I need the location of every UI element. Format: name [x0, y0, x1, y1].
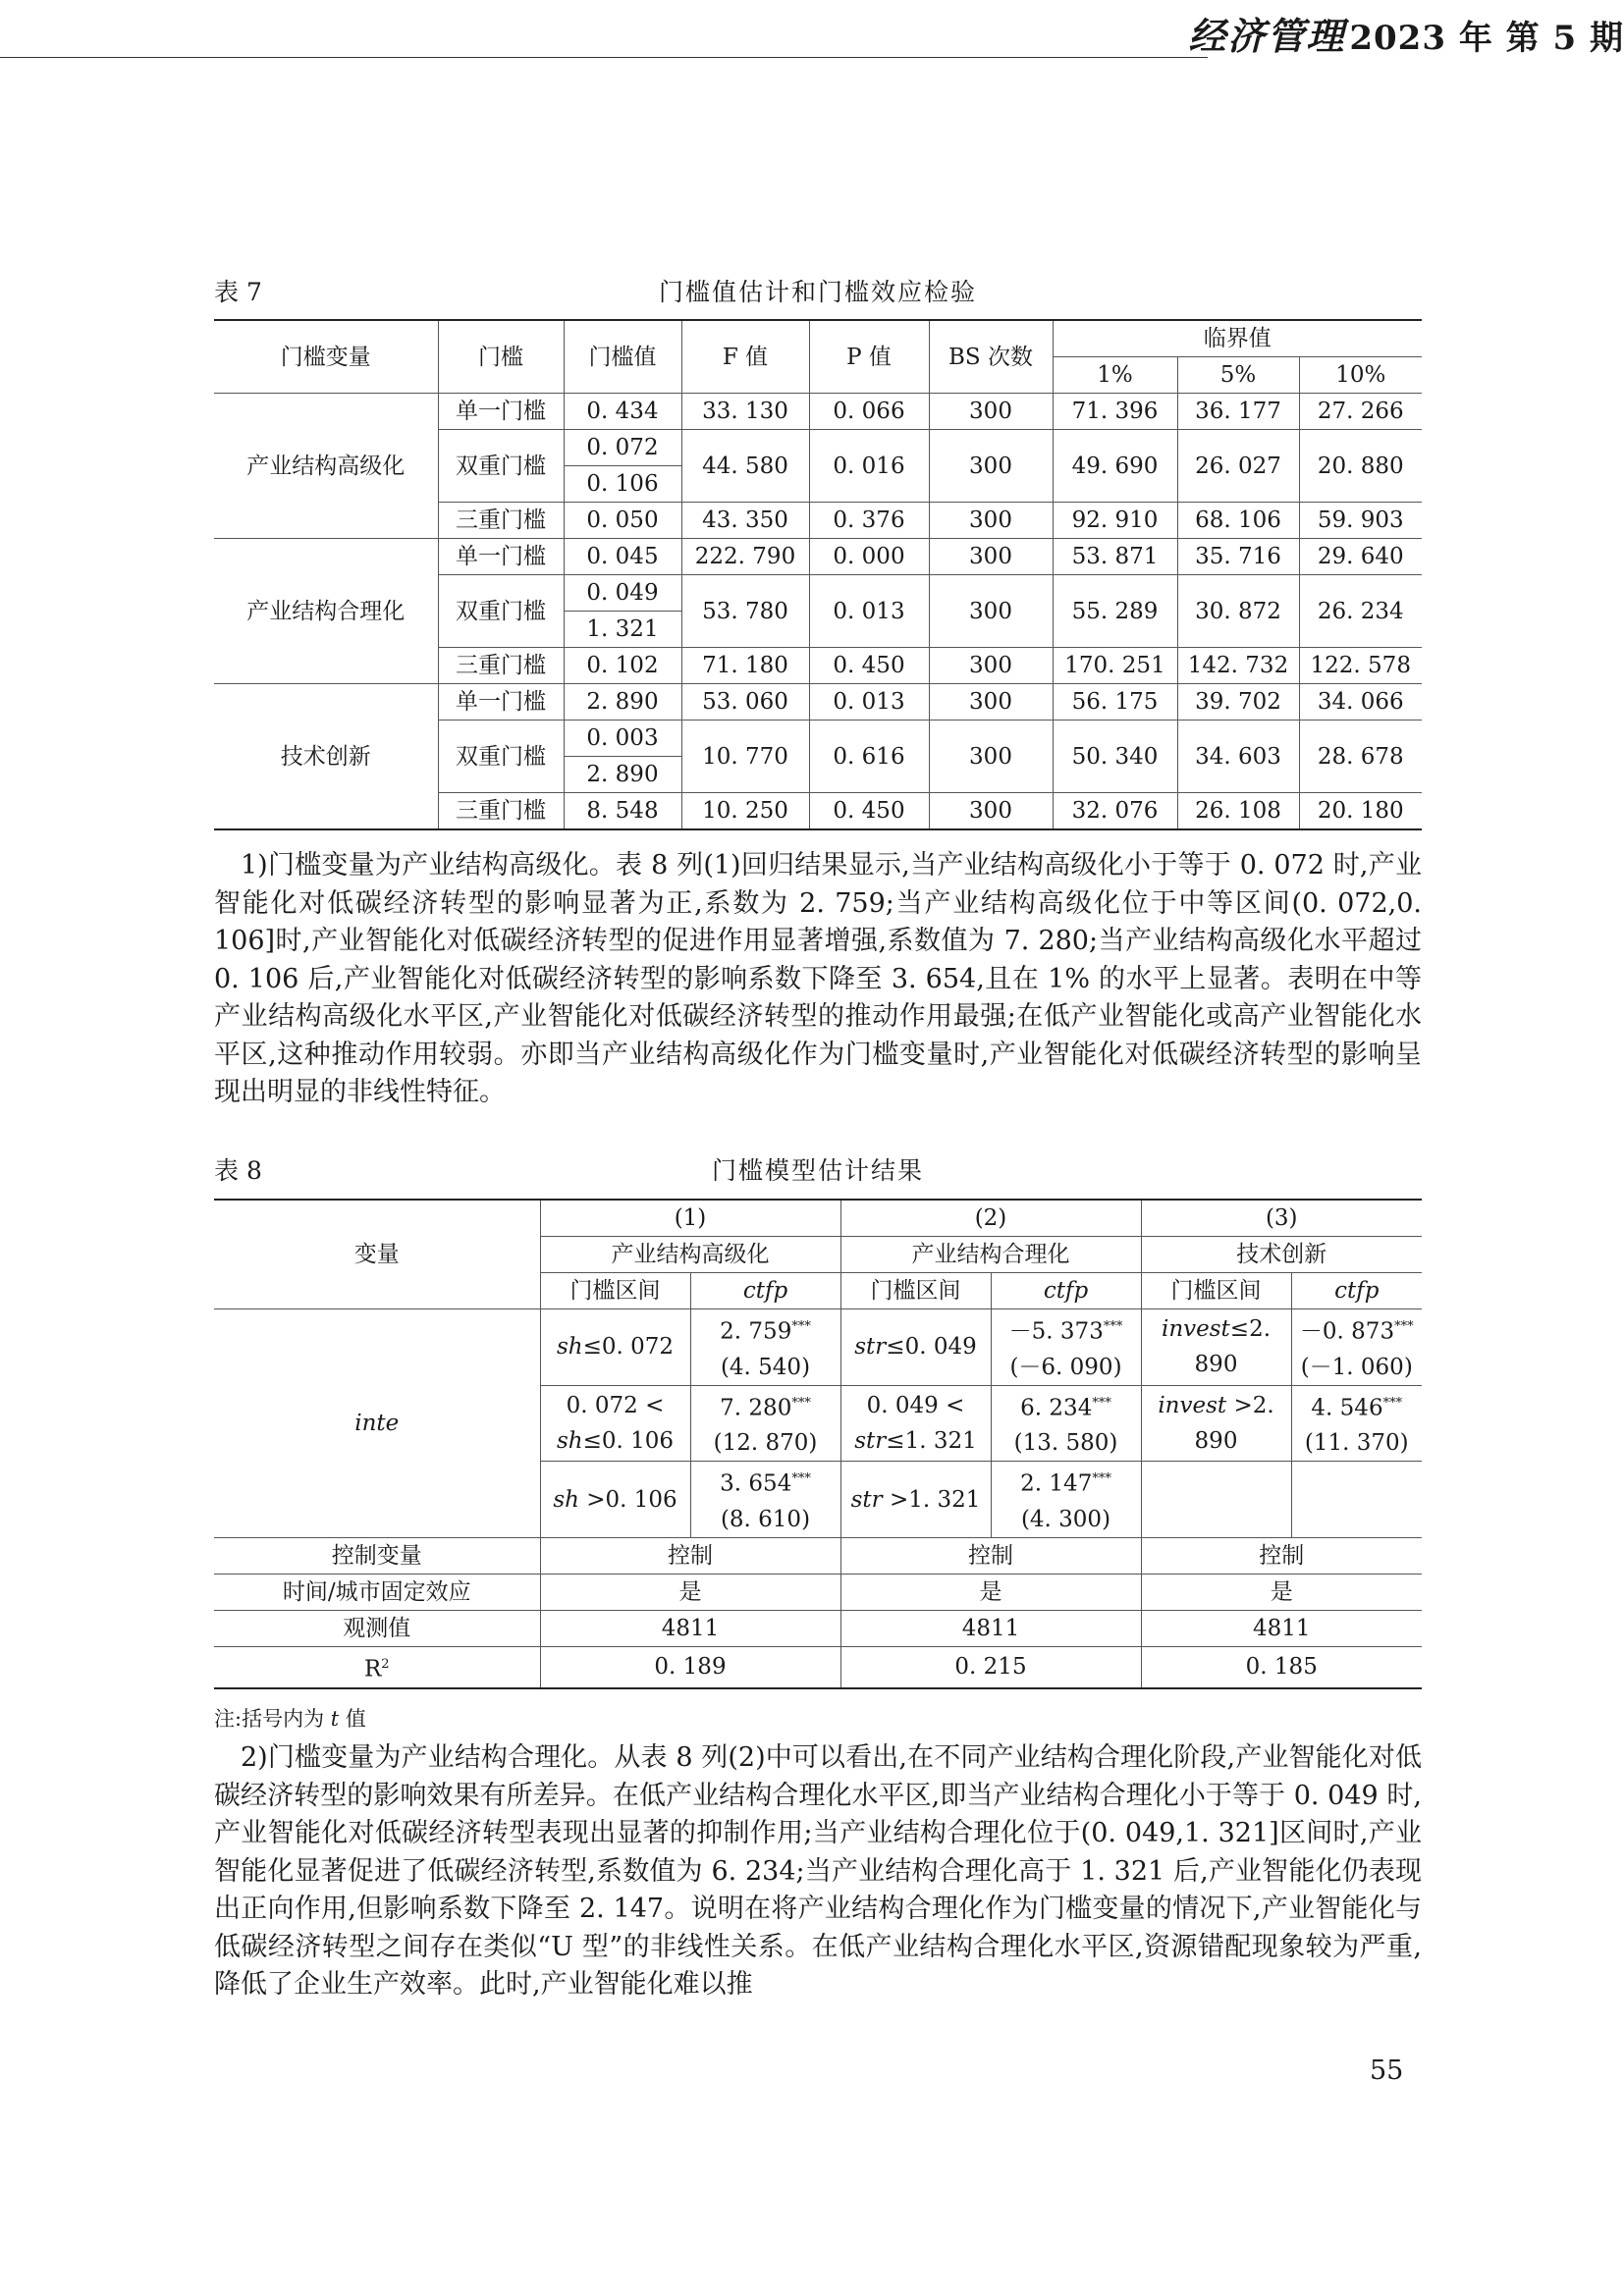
interval-bound: ≤1. 321 — [886, 1427, 977, 1454]
interval-bound: >1. 321 — [882, 1486, 981, 1513]
table7-cell-c1: 32. 076 — [1053, 793, 1177, 830]
interval-bound: >0. 106 — [578, 1486, 677, 1513]
page-header — [0, 0, 1624, 58]
table8-interval-3 — [1141, 1385, 1291, 1462]
table7-group-name: 产业结构高级化 — [214, 394, 438, 539]
table7-cell-c5: 39. 702 — [1177, 684, 1299, 721]
table7-cell-c10: 20. 180 — [1299, 793, 1422, 830]
table7-cell-f: 53. 060 — [681, 684, 809, 721]
table7-cell-c1: 50. 340 — [1053, 721, 1177, 793]
stat-label-text: 控制变量 — [331, 1542, 422, 1569]
interval-bound: >2. 890 — [1194, 1392, 1274, 1454]
table7-header-1pct: 1% — [1053, 357, 1177, 394]
table7-cell-bs: 300 — [929, 793, 1053, 830]
coef-line — [994, 1462, 1139, 1502]
table7-cell-c5: 34. 603 — [1177, 721, 1299, 793]
table7-header-f: F 值 — [681, 320, 809, 394]
table7-cell-c5: 30. 872 — [1177, 575, 1299, 648]
coef-value: －5. 373 — [1008, 1318, 1104, 1345]
coef-line — [994, 1386, 1139, 1426]
table8-stat-value: 0. 215 — [840, 1646, 1141, 1687]
table7-cell-f: 222. 790 — [681, 539, 809, 575]
table7-cell-c5: 68. 106 — [1177, 503, 1299, 539]
coef-line — [1294, 1386, 1421, 1426]
significance-stars: *** — [1394, 1319, 1414, 1334]
interval-lower: 0. 072 < — [566, 1392, 665, 1418]
table7-threshold-value: 0. 072 — [564, 430, 681, 466]
table8-stat-value: 0. 185 — [1141, 1646, 1422, 1687]
table7-cell-bs: 300 — [929, 503, 1053, 539]
table7 — [214, 319, 1422, 830]
table7-cell-f: 43. 350 — [681, 503, 809, 539]
table7-cell-c10: 27. 266 — [1299, 394, 1422, 430]
table7-cell-bs: 300 — [929, 684, 1053, 721]
table7-cell-f: 33. 130 — [681, 394, 809, 430]
table8-stat-value: 控制 — [840, 1537, 1141, 1574]
coef-tstat: (－1. 060) — [1300, 1354, 1413, 1380]
coef-tstat: (13. 580) — [1013, 1430, 1118, 1457]
interval-var: sh — [553, 1486, 579, 1513]
coef-tstat: (－6. 090) — [1009, 1354, 1122, 1380]
table8-interval-1 — [540, 1385, 690, 1462]
table8-ctfp-header-2: ctfp — [991, 1273, 1141, 1309]
table7-cell-f: 53. 780 — [681, 575, 809, 648]
coef-line — [693, 1462, 839, 1502]
coef-tstat: (11. 370) — [1304, 1430, 1409, 1457]
table8-colname-3: 技术创新 — [1141, 1237, 1422, 1273]
table8-row-var: inte — [214, 1309, 540, 1538]
table8-interval-header-1: 门槛区间 — [540, 1273, 690, 1309]
table8-interval-1 — [540, 1462, 690, 1538]
table7-row — [214, 539, 1422, 575]
table7-cell-c1: 53. 871 — [1053, 539, 1177, 575]
table8-stat-label — [214, 1646, 540, 1687]
table7-threshold-value: 0. 434 — [564, 394, 681, 430]
table8-stat-row — [214, 1610, 1422, 1646]
page-number: 55 — [1370, 2056, 1404, 2086]
table7-cell-c1: 55. 289 — [1053, 575, 1177, 648]
table8-colname-2: 产业结构合理化 — [840, 1237, 1141, 1273]
coef-value: 3. 654 — [720, 1470, 792, 1497]
significance-stars: *** — [1103, 1319, 1123, 1334]
stat-label-text: R — [363, 1656, 382, 1682]
table8-coef-3 — [1291, 1309, 1422, 1386]
table8-title: 门槛模型估计结果 — [711, 1156, 924, 1185]
table8-stat-row — [214, 1646, 1422, 1687]
table7-cell-f: 10. 770 — [681, 721, 809, 793]
table7-row — [214, 394, 1422, 430]
table7-threshold-type: 单一门槛 — [438, 684, 564, 721]
table7-label: 表 7 — [214, 278, 262, 306]
table8-colnum-2: (2) — [840, 1200, 1141, 1237]
coef-value: 7. 280 — [720, 1395, 792, 1421]
table7-header-10pct: 10% — [1299, 357, 1422, 394]
table7-cell-bs: 300 — [929, 539, 1053, 575]
coef-value: 4. 546 — [1311, 1395, 1383, 1421]
table7-cell-c5: 142. 732 — [1177, 648, 1299, 684]
coef-line — [693, 1386, 839, 1426]
significance-stars: *** — [791, 1395, 811, 1411]
table8-coef-1 — [690, 1462, 840, 1538]
table7-cell-c10: 34. 066 — [1299, 684, 1422, 721]
table8-coef-2 — [991, 1309, 1141, 1386]
table8-colnum-3: (3) — [1141, 1200, 1422, 1237]
table7-threshold-value: 8. 548 — [564, 793, 681, 830]
table7-header-threshold: 门槛 — [438, 320, 564, 394]
table8-colnum-1: (1) — [540, 1200, 840, 1237]
significance-stars: *** — [791, 1471, 811, 1487]
table8-interval-2 — [840, 1462, 991, 1538]
table7-threshold-value: 2. 890 — [564, 757, 681, 793]
paragraph-1: 1)门槛变量为产业结构高级化。表 8 列(1)回归结果显示,当产业结构高级化小于等于 0. 072 时,产业智能化对低碳经济转型的影响显著为正,系数为 2. 759;当产业结构高级化位于中等区间(0. 072,0. 106]时,产业智能化对低碳经济转型的促进作用显著增强,系数值为 7. 280;当产业结构高级化水平超过 0. 106 后,产业智能化对低碳经济转型的影响系数下降至 3. 654,且在 1% 的水平上显著。表明在中等产业结构高级化水平区,产业智能化对低碳经济转型的推动作用最强;在低产业智能化或高产业智能化水平区,这种推动作用较弱。亦即当产业结构高级化作为门槛变量时,产业智能化对低碳经济转型的影响呈现出明显的非线性特征。 — [214, 850, 1422, 1107]
interval-upper — [843, 1423, 989, 1459]
significance-stars: *** — [1092, 1471, 1111, 1487]
coef-line — [994, 1309, 1139, 1350]
stat-label-text: 观测值 — [343, 1615, 411, 1641]
table7-header-value: 门槛值 — [564, 320, 681, 394]
table8-stat-value: 是 — [540, 1574, 840, 1610]
table7-cell-bs: 300 — [929, 648, 1053, 684]
table7-cell-f: 71. 180 — [681, 648, 809, 684]
table7-cell-p: 0. 016 — [809, 430, 929, 503]
table8-note-suffix: 值 — [339, 1707, 366, 1731]
table8-stat-value: 4811 — [540, 1610, 840, 1646]
table8-stat-value: 0. 189 — [540, 1646, 840, 1687]
table7-cell-c5: 36. 177 — [1177, 394, 1299, 430]
table8-stat-value: 4811 — [1141, 1610, 1422, 1646]
table8-stat-label — [214, 1610, 540, 1646]
table7-cell-c1: 56. 175 — [1053, 684, 1177, 721]
table7-cell-c1: 170. 251 — [1053, 648, 1177, 684]
table7-threshold-value: 1. 321 — [564, 612, 681, 648]
table7-cell-p: 0. 066 — [809, 394, 929, 430]
table7-cell-p: 0. 376 — [809, 503, 929, 539]
table7-cell-c10: 59. 903 — [1299, 503, 1422, 539]
table7-threshold-value: 2. 890 — [564, 684, 681, 721]
table7-cell-p: 0. 013 — [809, 684, 929, 721]
coef-line — [1294, 1309, 1421, 1350]
interval-bound: ≤0. 072 — [582, 1334, 675, 1361]
table7-cell-c5: 26. 027 — [1177, 430, 1299, 503]
table7-row — [214, 684, 1422, 721]
coef-tstat: (4. 300) — [1020, 1506, 1111, 1532]
table7-threshold-value: 0. 106 — [564, 466, 681, 503]
table8-interval-3 — [1141, 1309, 1291, 1386]
table7-threshold-value: 0. 049 — [564, 575, 681, 612]
table8-stat-label — [214, 1537, 540, 1574]
stat-label-text: 时间/城市固定效应 — [282, 1578, 471, 1605]
table7-threshold-value: 0. 003 — [564, 721, 681, 757]
table7-title: 门槛值估计和门槛效应检验 — [658, 278, 977, 306]
coef-value: －0. 873 — [1299, 1318, 1395, 1345]
table8-stat-value: 是 — [1141, 1574, 1422, 1610]
issue-info: 2023 年 第 5 期 — [1349, 19, 1624, 58]
table7-threshold-type: 双重门槛 — [438, 575, 564, 648]
table8-stat-row — [214, 1574, 1422, 1610]
table8-stat-value: 控制 — [1141, 1537, 1422, 1574]
table8-stat-value: 4811 — [840, 1610, 1141, 1646]
table7-cell-f: 44. 580 — [681, 430, 809, 503]
table7-cell-bs: 300 — [929, 575, 1053, 648]
coef-value: 6. 234 — [1020, 1395, 1093, 1421]
table7-cell-p: 0. 000 — [809, 539, 929, 575]
interval-var: str — [854, 1427, 887, 1454]
table8-stat-label — [214, 1574, 540, 1610]
table7-header-critical: 临界值 — [1053, 320, 1422, 357]
coef-line — [693, 1309, 839, 1350]
coef-tstat: (4. 540) — [720, 1354, 811, 1380]
table8-stat-value: 控制 — [540, 1537, 840, 1574]
table7-cell-bs: 300 — [929, 394, 1053, 430]
table7-cell-c10: 28. 678 — [1299, 721, 1422, 793]
table7-cell-p: 0. 450 — [809, 793, 929, 830]
table7-threshold-type: 双重门槛 — [438, 430, 564, 503]
table7-cell-p: 0. 450 — [809, 648, 929, 684]
coef-value: 2. 147 — [1020, 1470, 1093, 1497]
table7-cell-c10: 20. 880 — [1299, 430, 1422, 503]
table7-threshold-type: 单一门槛 — [438, 394, 564, 430]
table7-threshold-value: 0. 045 — [564, 539, 681, 575]
interval-var: invest — [1158, 1392, 1227, 1418]
table8-colname-1: 产业结构高级化 — [540, 1237, 840, 1273]
interval-bound: ≤2. 890 — [1194, 1316, 1272, 1378]
table7-group-name: 产业结构合理化 — [214, 539, 438, 684]
table7-threshold-type: 三重门槛 — [438, 793, 564, 830]
table8-note — [214, 1703, 366, 1733]
journal-title — [1188, 6, 1624, 60]
table8-stat-row — [214, 1537, 1422, 1574]
table7-threshold-type: 单一门槛 — [438, 539, 564, 575]
table7-cell-p: 0. 013 — [809, 575, 929, 648]
table8-note-t: t — [330, 1707, 340, 1731]
table7-cell-bs: 300 — [929, 721, 1053, 793]
table8-note-prefix: 注:括号内为 — [214, 1707, 331, 1731]
table7-header-p: P 值 — [809, 320, 929, 394]
table7-cell-c1: 92. 910 — [1053, 503, 1177, 539]
coef-value: 2. 759 — [720, 1318, 792, 1345]
table8-coef-1 — [690, 1385, 840, 1462]
table7-threshold-value: 0. 050 — [564, 503, 681, 539]
table8-interval-2 — [840, 1385, 991, 1462]
interval-bound: ≤0. 049 — [886, 1334, 977, 1361]
interval-var: sh — [556, 1334, 583, 1361]
interval-bound: ≤0. 106 — [582, 1427, 675, 1454]
table8-coef-2 — [991, 1385, 1141, 1462]
table8-coef-3 — [1291, 1385, 1422, 1462]
table7-cell-c10: 29. 640 — [1299, 539, 1422, 575]
interval-var: sh — [556, 1427, 583, 1454]
table8-interval-2 — [840, 1309, 991, 1386]
interval-upper — [543, 1423, 688, 1459]
table8 — [214, 1199, 1422, 1689]
coef-tstat: (12. 870) — [713, 1430, 818, 1457]
table7-cell-c5: 26. 108 — [1177, 793, 1299, 830]
table7-cell-c1: 71. 396 — [1053, 394, 1177, 430]
table7-threshold-type: 三重门槛 — [438, 648, 564, 684]
table7-cell-c5: 35. 716 — [1177, 539, 1299, 575]
table7-group-name: 技术创新 — [214, 684, 438, 830]
table8-coef-1 — [690, 1309, 840, 1386]
table8-empty-cell — [1141, 1462, 1291, 1538]
significance-stars: *** — [1382, 1395, 1403, 1411]
significance-stars: *** — [1092, 1395, 1111, 1411]
table8-stat-value: 是 — [840, 1574, 1141, 1610]
interval-lower: 0. 049 < — [866, 1392, 965, 1418]
significance-stars: *** — [791, 1319, 811, 1334]
table8-empty-cell — [1291, 1462, 1422, 1538]
stat-label-sup: 2 — [381, 1656, 390, 1672]
table8-ctfp-header-3: ctfp — [1291, 1273, 1422, 1309]
table7-threshold-type: 三重门槛 — [438, 503, 564, 539]
table7-cell-c1: 49. 690 — [1053, 430, 1177, 503]
paragraph-2: 2)门槛变量为产业结构合理化。从表 8 列(2)中可以看出,在不同产业结构合理化阶段,产业智能化对低碳经济转型的影响效果有所差异。在低产业结构合理化水平区,即当产业结构合理化小于等于 0. 049 时,产业智能化对低碳经济转型表现出显著的抑制作用;当产业结构合理化位于(0. 049,1. 321]区间时,产业智能化显著促进了低碳经济转型,系数值为 6. 234;当产业结构合理化高于 1. 321 后,产业智能化仍表现出正向作用,但影响系数下降至 2. 147。说明在将产业结构合理化作为门槛变量的情况下,产业智能化与低碳经济转型之间存在类似“U 型”的非线性关系。在低产业结构合理化水平区,资源错配现象较为严重,降低了企业生产效率。此时,产业智能化难以推 — [214, 1742, 1422, 2000]
table8-interval-header-2: 门槛区间 — [840, 1273, 991, 1309]
journal-logo: 经济管理 — [1188, 14, 1346, 58]
table7-threshold-type: 双重门槛 — [438, 721, 564, 793]
table7-cell-bs: 300 — [929, 430, 1053, 503]
table7-cell-p: 0. 616 — [809, 721, 929, 793]
table8-label: 表 8 — [214, 1156, 262, 1185]
table8-interval-header-3: 门槛区间 — [1141, 1273, 1291, 1309]
table7-header-var: 门槛变量 — [214, 320, 438, 394]
table7-header-5pct: 5% — [1177, 357, 1299, 394]
interval-var: str — [854, 1334, 887, 1361]
table8-ctfp-header-1: ctfp — [690, 1273, 840, 1309]
interval-var: invest — [1161, 1316, 1230, 1343]
table8-row — [214, 1309, 1422, 1386]
table7-cell-c10: 122. 578 — [1299, 648, 1422, 684]
interval-var: str — [850, 1486, 883, 1513]
table7-header-bs: BS 次数 — [929, 320, 1053, 394]
table7-cell-f: 10. 250 — [681, 793, 809, 830]
table8-coef-2 — [991, 1462, 1141, 1538]
table8-header-var: 变量 — [214, 1200, 540, 1309]
table8-interval-1 — [540, 1309, 690, 1386]
table7-threshold-value: 0. 102 — [564, 648, 681, 684]
table7-cell-c10: 26. 234 — [1299, 575, 1422, 648]
coef-tstat: (8. 610) — [720, 1506, 811, 1532]
